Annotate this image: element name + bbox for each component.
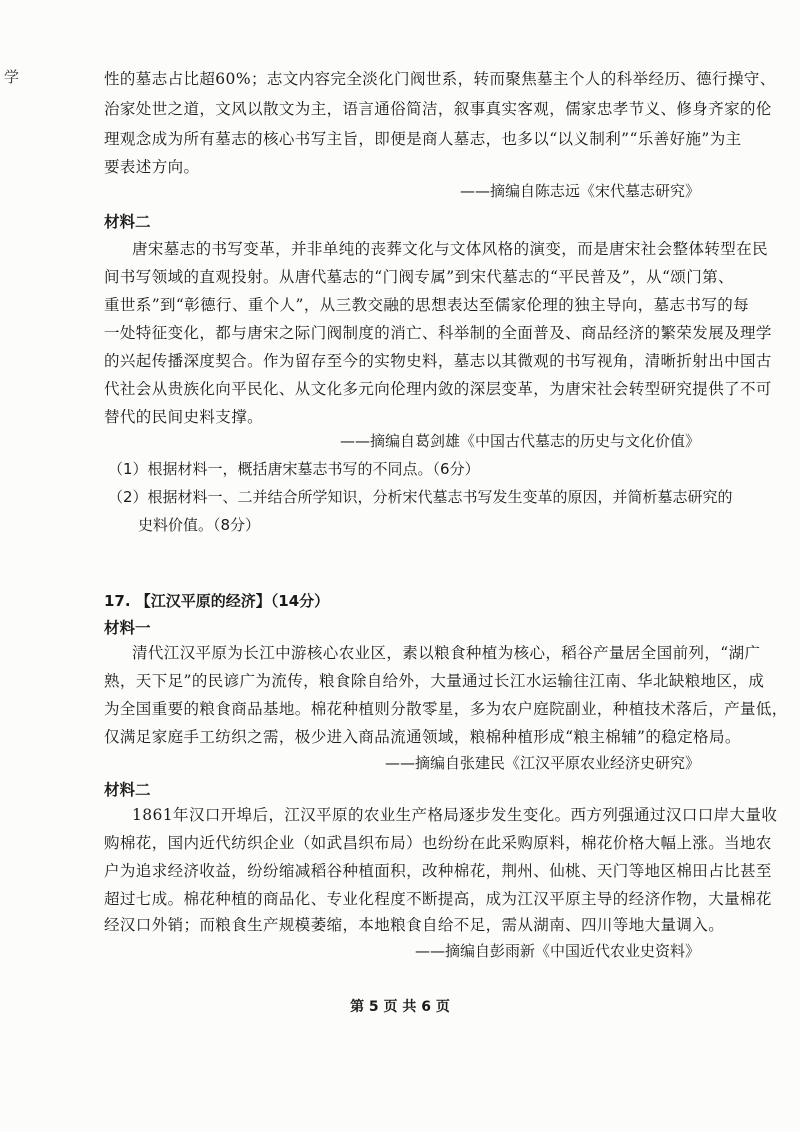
paragraph-line: 清代江汉平原为长江中游核心农业区，素以粮食种植为核心，稻谷产量居全国前列，“湖广 [132,644,761,662]
question-item: 史料价值。（8分） [138,516,261,534]
paragraph-line: 替代的民间史料支撑。 [104,408,264,426]
paragraph-line: 仅满足家庭手工纺织之需，极少进入商品流通领域，粮棉种植形成“粮主棉辅”的稳定格局。 [104,728,741,746]
question-item: （2）根据材料一、二并结合所学知识，分析宋代墓志书写发生变革的原因，并简析墓志研究的 [108,488,733,506]
source-citation: ——摘编自张建民《江汉平原农业经济史研究》 [384,754,700,772]
paragraph-line: 购棉花，国内近代纺织企业（如武昌织布局）也纷纷在此采购原料，棉花价格大幅上涨。当地农 [104,834,772,852]
question-item: （1）根据材料一，概括唐宋墓志书写的不同点。（6分） [108,460,480,478]
source-citation: ——摘编自陈志远《宋代墓志研究》 [459,182,700,200]
margin-mark: 学 [4,68,20,86]
paragraph-line: 户为追求经济收益，纷纷缩减稻谷种植面积，改种棉花，荆州、仙桃、天门等地区棉田占比甚至 [104,862,772,880]
paragraph-line: 要表述方向。 [104,158,200,176]
paragraph-line: 1861年汉口开埠后，江汉平原的农业生产格局逐步发生变化。西方列强通过汉口口岸大量收 [132,806,778,824]
question-title: 17. 【江汉平原的经济】（14分） [104,592,330,610]
paragraph-line: 理观念成为所有墓志的核心书写主旨，即便是商人墓志，也多以“以义制利”“乐善好施”为主 [104,130,742,148]
material-heading: 材料二 [104,781,151,799]
material-heading: 材料二 [104,213,151,231]
source-citation: ——摘编自彭雨新《中国近代农业史资料》 [414,942,700,960]
source-citation: ——摘编自葛剑雄《中国古代墓志的历史与文化价值》 [339,432,700,450]
paragraph-line: 熟，天下足”的民谚广为流传，粮食除自给外，大量通过长江水运输往江南、华北缺粮地区，成 [104,672,765,690]
paragraph-line: 一处特征变化，都与唐宋之际门阀制度的消亡、科举制的全面普及、商品经济的繁荣发展及理学 [104,324,772,342]
paragraph-line: 唐宋墓志的书写变革，并非单纯的丧葬文化与文体风格的演变，而是唐宋社会整体转型在民 [132,240,769,258]
paragraph-line: 重世系”到“彰德行、重个人”，从三教交融的思想表达至儒家伦理的独主导向，墓志书写的每 [104,296,750,314]
paragraph-line: 超过七成。棉花种植的商品化、专业化程度不断提高，成为江汉平原主导的经济作物，大量棉花 [104,890,772,908]
material-heading: 材料一 [104,619,151,637]
page-number: 第 5 页 共 6 页 [350,999,450,1015]
paragraph-line: 性的墓志占比超60%；志文内容完全淡化门阀世系，转而聚焦墓主个人的科举经历、德行操守、 [104,70,776,88]
paragraph-line: 的兴起传播深度契合。作为留存至今的实物史料，墓志以其微观的书写视角，清晰折射出中国古 [104,352,772,370]
paragraph-line: 经汉口外销；而粮食生产规模萎缩，本地粮食自给不足，需从湖南、四川等地大量调入。 [104,916,725,934]
paragraph-line: 间书写领域的直观投射。从唐代墓志的“门阀专属”到宋代墓志的“平民普及”，从“颂门第、 [104,268,734,286]
paragraph-line: 为全国重要的粮食商品基地。棉花种植则分散零星，多为农户庭院副业，种植技术落后，产量低， [104,700,788,718]
paragraph-line: 代社会从贵族化向平民化、从文化多元向伦理内敛的深层变革，为唐宋社会转型研究提供了不可 [104,380,772,398]
paragraph-line: 治家处世之道，文风以散文为主，语言通俗简洁，叙事真实客观，儒家忠孝节义、修身齐家的伦 [104,100,772,118]
